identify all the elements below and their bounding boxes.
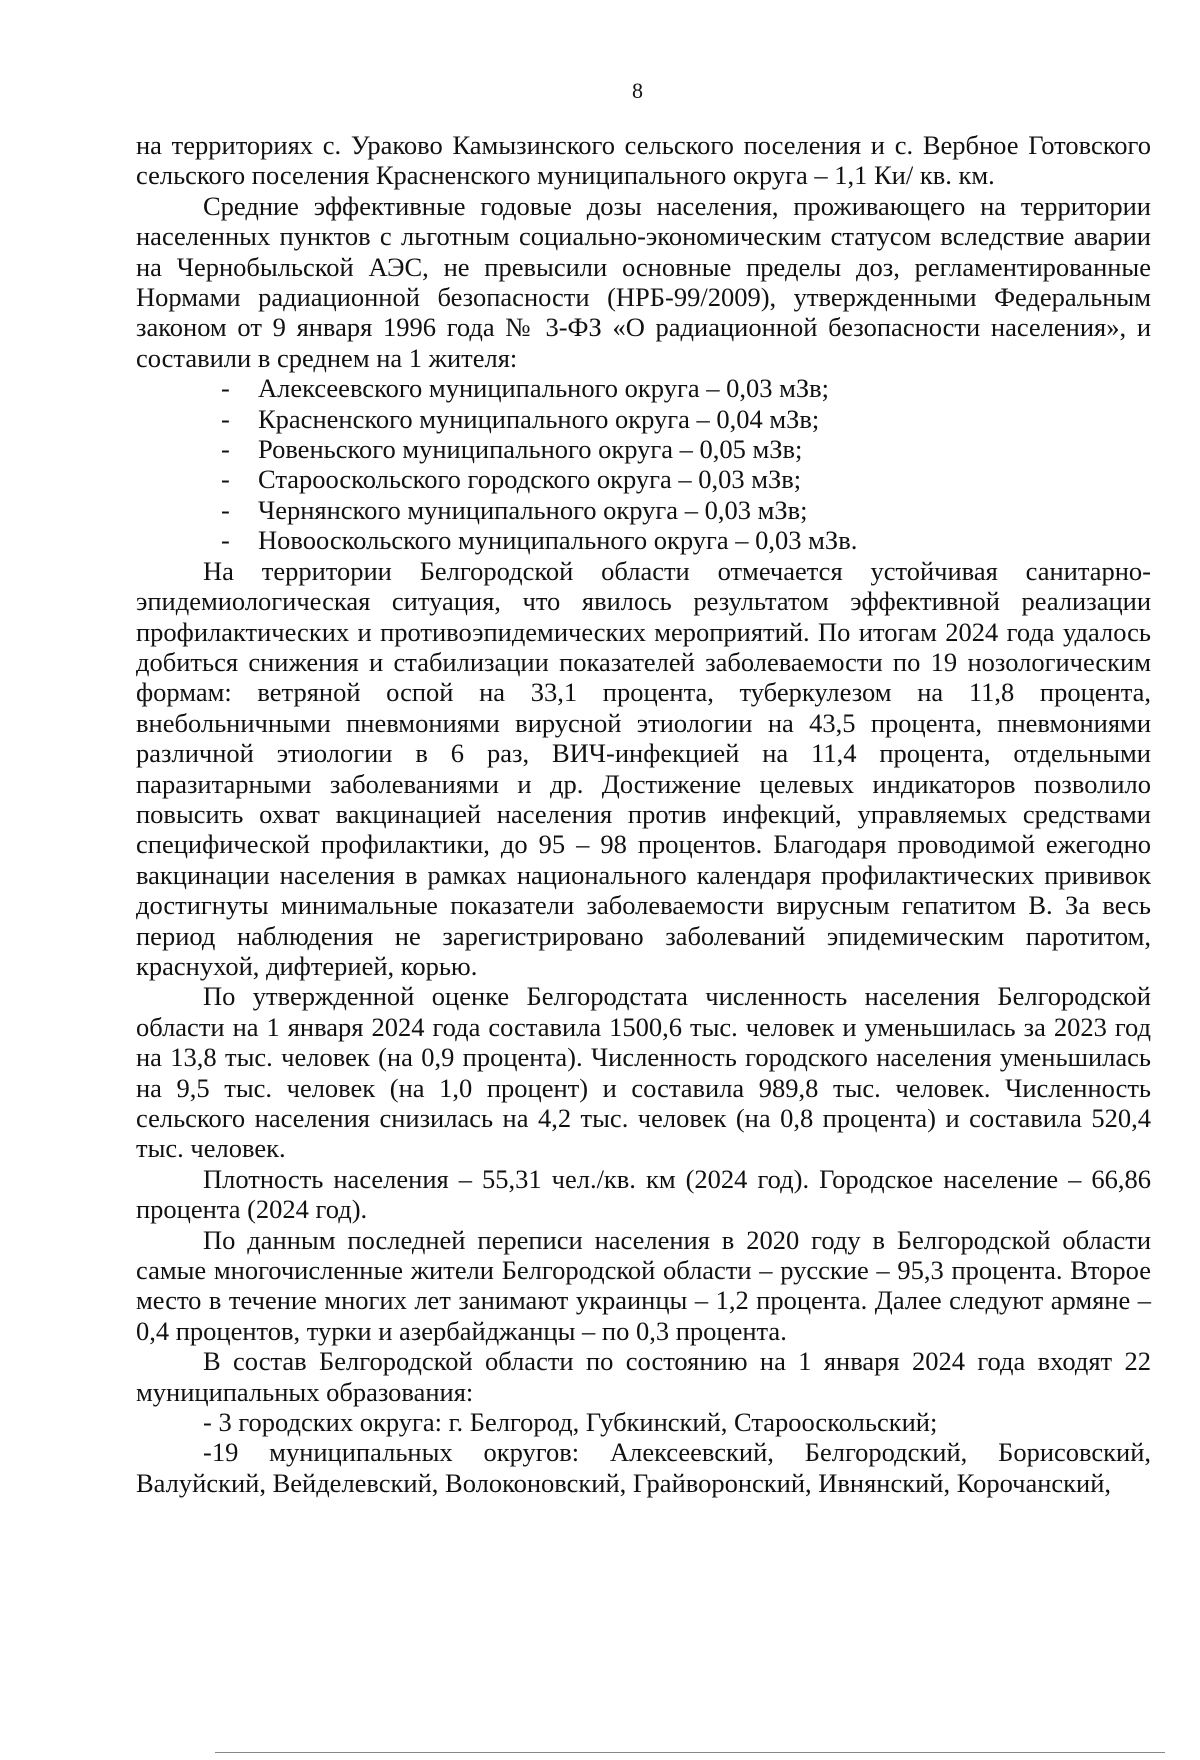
paragraph-continuation: на территориях с. Ураково Камызинского сельского поселения и с. Вербное Готовского сельского поселения Красненского муниципального округа – 1,1 Ки/ кв. км.	[136, 130, 1151, 191]
list-dash: -	[221, 464, 230, 495]
document-body	[136, 130, 1151, 1498]
paragraph-municipal-districts: -19 муниципальных округов: Алексеевский, Белгородский, Борисовский, Валуйский, Вейделевский, Волоконовский, Грайворонский, Ивнянский, Корочанский,	[136, 1437, 1151, 1498]
list-item	[136, 525, 1151, 555]
paragraph-doses-intro: Средние эффективные годовые дозы населения, проживающего на территории населенных пунктов с льготным социально-экономическим статусом вследствие аварии на Чернобыльской АЭС, не превысили основные пределы доз, регламентированные Нормами радиационной безопасности (НРБ-99/2009), утвержденными Федеральным законом от 9 января 1996 года № 3-ФЗ «О радиационной безопасности населения», и составили в среднем на 1 жителя:	[136, 190, 1151, 373]
list-item-text: Ровеньского муниципального округа – 0,05 мЗв;	[258, 434, 803, 465]
list-dash: -	[221, 373, 230, 404]
list-item-text: Чернянского муниципального округа – 0,03 мЗв;	[258, 494, 808, 525]
paragraph-population: По утвержденной оценке Белгородстата численность населения Белгородской области на 1 января 2024 года составила 1500,6 тыс. человек и уменьшилась за 2023 год на 13,8 тыс. человек (на 0,9 процента). Численность городского населения уменьшилась на 9,5 тыс. человек (на 1,0 процент) и составила 989,8 тыс. человек. Численность сельского населения снизилась на 4,2 тыс. человек (на 0,8 процента) и составила 520,4 тыс. человек.	[136, 981, 1151, 1164]
list-item-text: Новооскольского муниципального округа – 0,03 мЗв.	[258, 525, 858, 556]
list-item	[136, 464, 1151, 494]
list-dash: -	[221, 403, 230, 434]
list-item	[136, 434, 1151, 464]
paragraph-urban-districts: - 3 городских округа: г. Белгород, Губкинский, Старооскольский;	[203, 1407, 938, 1438]
list-item-text: Красненского муниципального округа – 0,04 мЗв;	[258, 403, 820, 434]
paragraph-municipalities-intro: В состав Белгородской области по состоянию на 1 января 2024 года входят 22 муниципальных образования:	[136, 1346, 1151, 1407]
list-dash: -	[221, 525, 230, 556]
paragraph-density: Плотность населения – 55,31 чел./кв. км (2024 год). Городское население – 66,86 процента (2024 год).	[136, 1163, 1151, 1225]
list-dash: -	[221, 494, 230, 525]
paragraph-epidemiology: На территории Белгородской области отмечается устойчивая санитарно-эпидемиологическая ситуация, что явилось результатом эффективной реализации профилактических и противоэпидемических мероприятий. По итогам 2024 года удалось добиться снижения и стабилизации показателей заболеваемости по 19 нозологическим формам: ветряной оспой на 33,1 процента, туберкулезом на 11,8 процента, внебольничными пневмониями вирусной этиологии на 43,5 процента, пневмониями различной этиологии в 6 раз, ВИЧ-инфекцией на 11,4 процента, отдельными паразитарными заболеваниями и др. Достижение целевых индикаторов позволило повысить охват вакцинацией населения против инфекций, управляемых средствами специфической профилактики, до 95 – 98 процентов. Благодаря проводимой ежегодно вакцинации населения в рамках национального календаря профилактических прививок достигнуты минимальные показатели заболеваемости вирусным гепатитом В. За весь период наблюдения не зарегистрировано заболеваний эпидемическим паротитом, краснухой, дифтерией, корью.	[136, 555, 1151, 981]
list-item-text: Алексеевского муниципального округа – 0,03 мЗв;	[258, 373, 830, 404]
paragraph-census: По данным последней переписи населения в 2020 году в Белгородской области самые многочисленные жители Белгородской области – русские – 95,3 процента. Второе место в течение многих лет занимают украинцы – 1,2 процента. Далее следуют армяне – 0,4 процентов, турки и азербайджанцы – по 0,3 процента.	[136, 1224, 1151, 1346]
list-item-text: Старооскольского городского округа – 0,03 мЗв;	[258, 464, 802, 495]
list-dash: -	[221, 434, 230, 465]
page-number: 8	[632, 78, 643, 103]
list-item	[136, 404, 1151, 434]
list-item	[136, 373, 1151, 403]
list-item	[136, 495, 1151, 525]
footer-rule	[215, 1752, 1165, 1753]
